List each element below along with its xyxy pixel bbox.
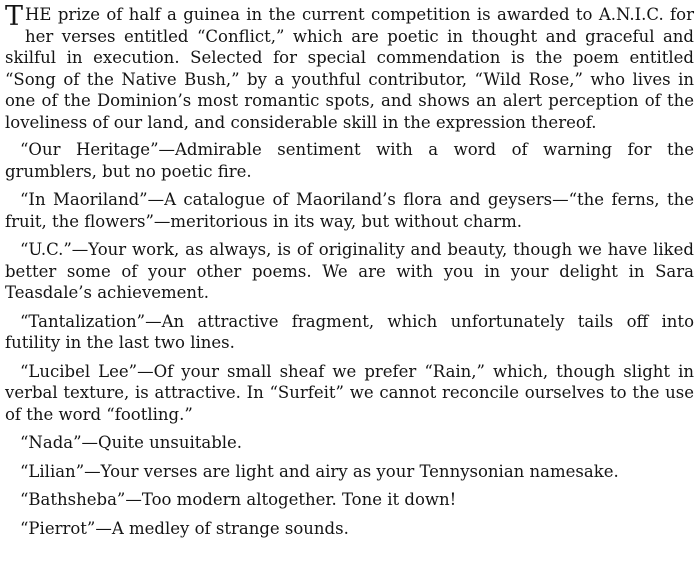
review-nada: “Nada”—Quite unsuitable. [20, 433, 243, 452]
intro-text: HE prize of half a guinea in the current competition is awarded to A.N.I.C. for her verses entitled “Conflict,” which are poetic in thought and graceful and skilful in execution. Selected for special commendation is the poem entitled “Song of the Native Bush,” by a youthful contributor, “Wild Rose,” who lives in one of the Dominion’s most romantic spots, and shows an alert perception of the loveliness of our land, and considerable skill in the expression thereof. [5, 5, 694, 132]
review-in-maoriland: “In Maoriland”—A catalogue of Maoriland’s flora and geysers—“the ferns, the fruit, the flowers”—meritorious in its way, but without charm. [5, 190, 694, 231]
review-lilian: “Lilian”—Your verses are light and airy as your Tennysonian namesake. [20, 461, 619, 481]
intro-paragraph [5, 1, 694, 133]
drop-cap-letter: T [5, 1, 24, 32]
review-uc: “U.C.”—Your work, as always, is of originality and beauty, though we have liked better some of your other poems. We are with you in your delight in Sara Teasdale’s achievement. [5, 240, 694, 302]
review-pierrot: “Pierrot”—A medley of strange sounds. [20, 518, 349, 538]
review-bathsheba: “Bathsheba”—Too modern altogether. Tone it down! [20, 490, 457, 509]
review-tantalization: “Tantalization”—An attractive fragment, which unfortunately tails off into futility in the last two lines. [5, 311, 694, 352]
review-our-heritage: “Our Heritage”—Admirable sentiment with a word of warning for the grumblers, but no poetic fire. [5, 140, 694, 181]
review-lucibel-lee: “Lucibel Lee”—Of your small sheaf we prefer “Rain,” which, though slight in verbal texture, is attractive. In “Surfeit” we cannot reconcile ourselves to the use of the word “footling.” [5, 361, 694, 424]
